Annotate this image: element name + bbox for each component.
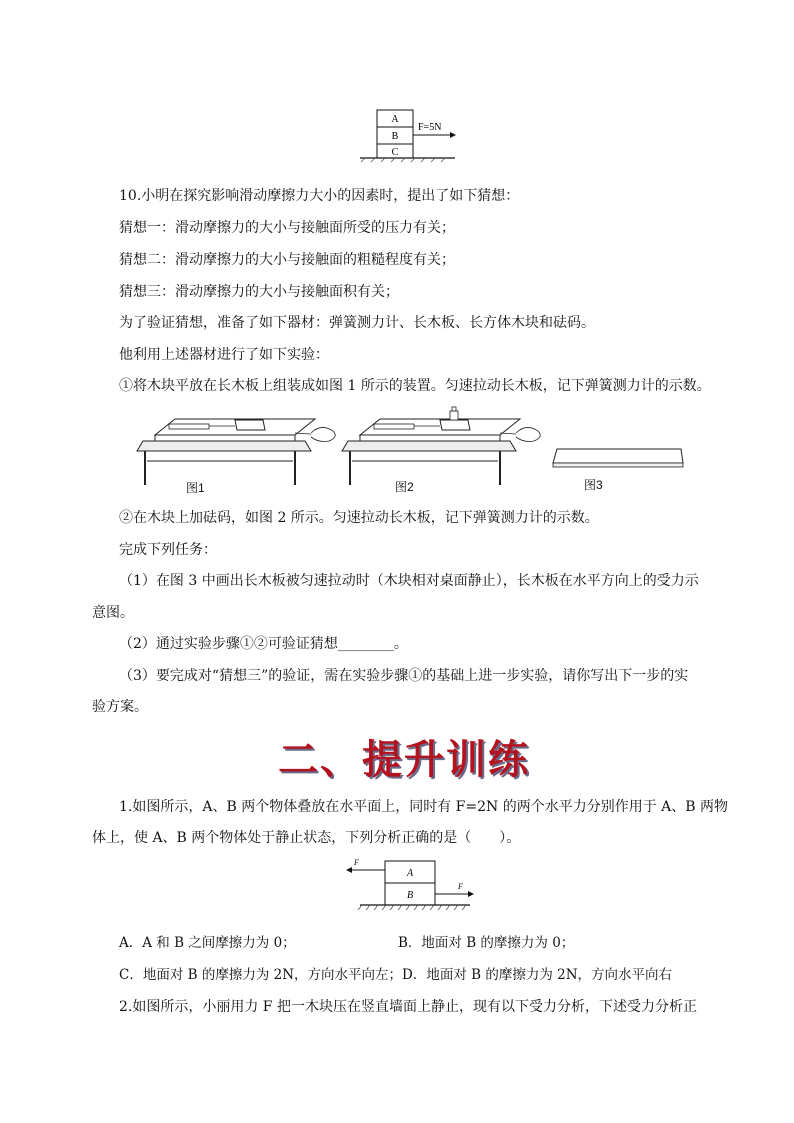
stacked-blocks-figure [355, 105, 475, 165]
box-a-label: A [391, 114, 399, 125]
q10-task1-line2: 意图。 [92, 605, 134, 621]
q10-task2: （2）通过实验步骤①②可验证猜想________。 [119, 636, 408, 652]
q10-guess1: 猜想一：滑动摩擦力的大小与接触面所受的压力有关； [119, 220, 455, 236]
q10-task1-line1: （1）在图 3 中画出长木板被匀速拉动时（木块相对桌面静止），长木板在水平方向上的受力示 [119, 573, 699, 589]
q1-option-a: A．A 和 B 之间摩擦力为 0； [119, 935, 296, 951]
q1-line2: 体上，使 A、B 两个物体处于静止状态，下列分析正确的是（ ）。 [92, 830, 521, 846]
q1-option-b: B．地面对 B 的摩擦力为 0； [398, 935, 575, 951]
figure-3-label: 图3 [584, 478, 603, 492]
q10-step1: ①将木块平放在长木板上组装成如图 1 所示的装置。匀速拉动长木板，记下弹簧测力计的示数。 [119, 378, 711, 394]
q2-line1: 2.如图所示，小丽用力 F 把一木块压在竖直墙面上静止，现有以下受力分析，下述受力分析正 [119, 999, 697, 1015]
q1-option-cd: C．地面对 B 的摩擦力为 2N，方向水平向左；D．地面对 B 的摩擦力为 2N，方向水平向右 [119, 967, 673, 983]
figure-1-apparatus [137, 419, 335, 485]
q10-materials: 为了验证猜想，准备了如下器材：弹簧测力计、长木板、长方体木块和砝码。 [119, 315, 595, 331]
force-right-label: F [458, 882, 463, 891]
figure-3-board [553, 449, 683, 467]
box-c-label: C [391, 147, 399, 158]
q1-line1: 1.如图所示，A、B 两个物体叠放在水平面上，同时有 F=2N 的两个水平力分别作用于 A、B 两物 [119, 799, 729, 815]
figure-1-label: 图1 [186, 481, 205, 495]
q10-step2: ②在木块上加砝码，如图 2 所示。匀速拉动长木板，记下弹簧测力计的示数。 [119, 510, 599, 526]
force-label: F=5N [418, 122, 442, 133]
q10-guess2: 猜想二：滑动摩擦力的大小与接触面的粗糙程度有关； [119, 252, 455, 268]
section-title: 二、提升训练 [278, 737, 530, 783]
force-left-label: F [354, 858, 359, 867]
q10-task3-line1: （3）要完成对“猜想三”的验证，需在实验步骤①的基础上进一步实验，请你写出下一步的实 [119, 668, 689, 684]
q10-experiment-intro: 他利用上述器材进行了如下实验： [119, 347, 329, 363]
block-b-label: B [406, 890, 414, 901]
q10-guess3: 猜想三：滑动摩擦力的大小与接触面积有关； [119, 284, 399, 300]
q10-tasks-intro: 完成下列任务： [119, 542, 217, 558]
figure-2-apparatus [342, 407, 540, 485]
box-b-label: B [391, 131, 399, 142]
figure-2-label: 图2 [395, 480, 414, 494]
q10-intro: 10.小明在探究影响滑动摩擦力大小的因素时，提出了如下猜想： [119, 188, 520, 204]
q10-task3-line2: 验方案。 [92, 699, 148, 715]
block-a-label: A [406, 868, 414, 879]
stacked-ab-figure [340, 853, 480, 915]
